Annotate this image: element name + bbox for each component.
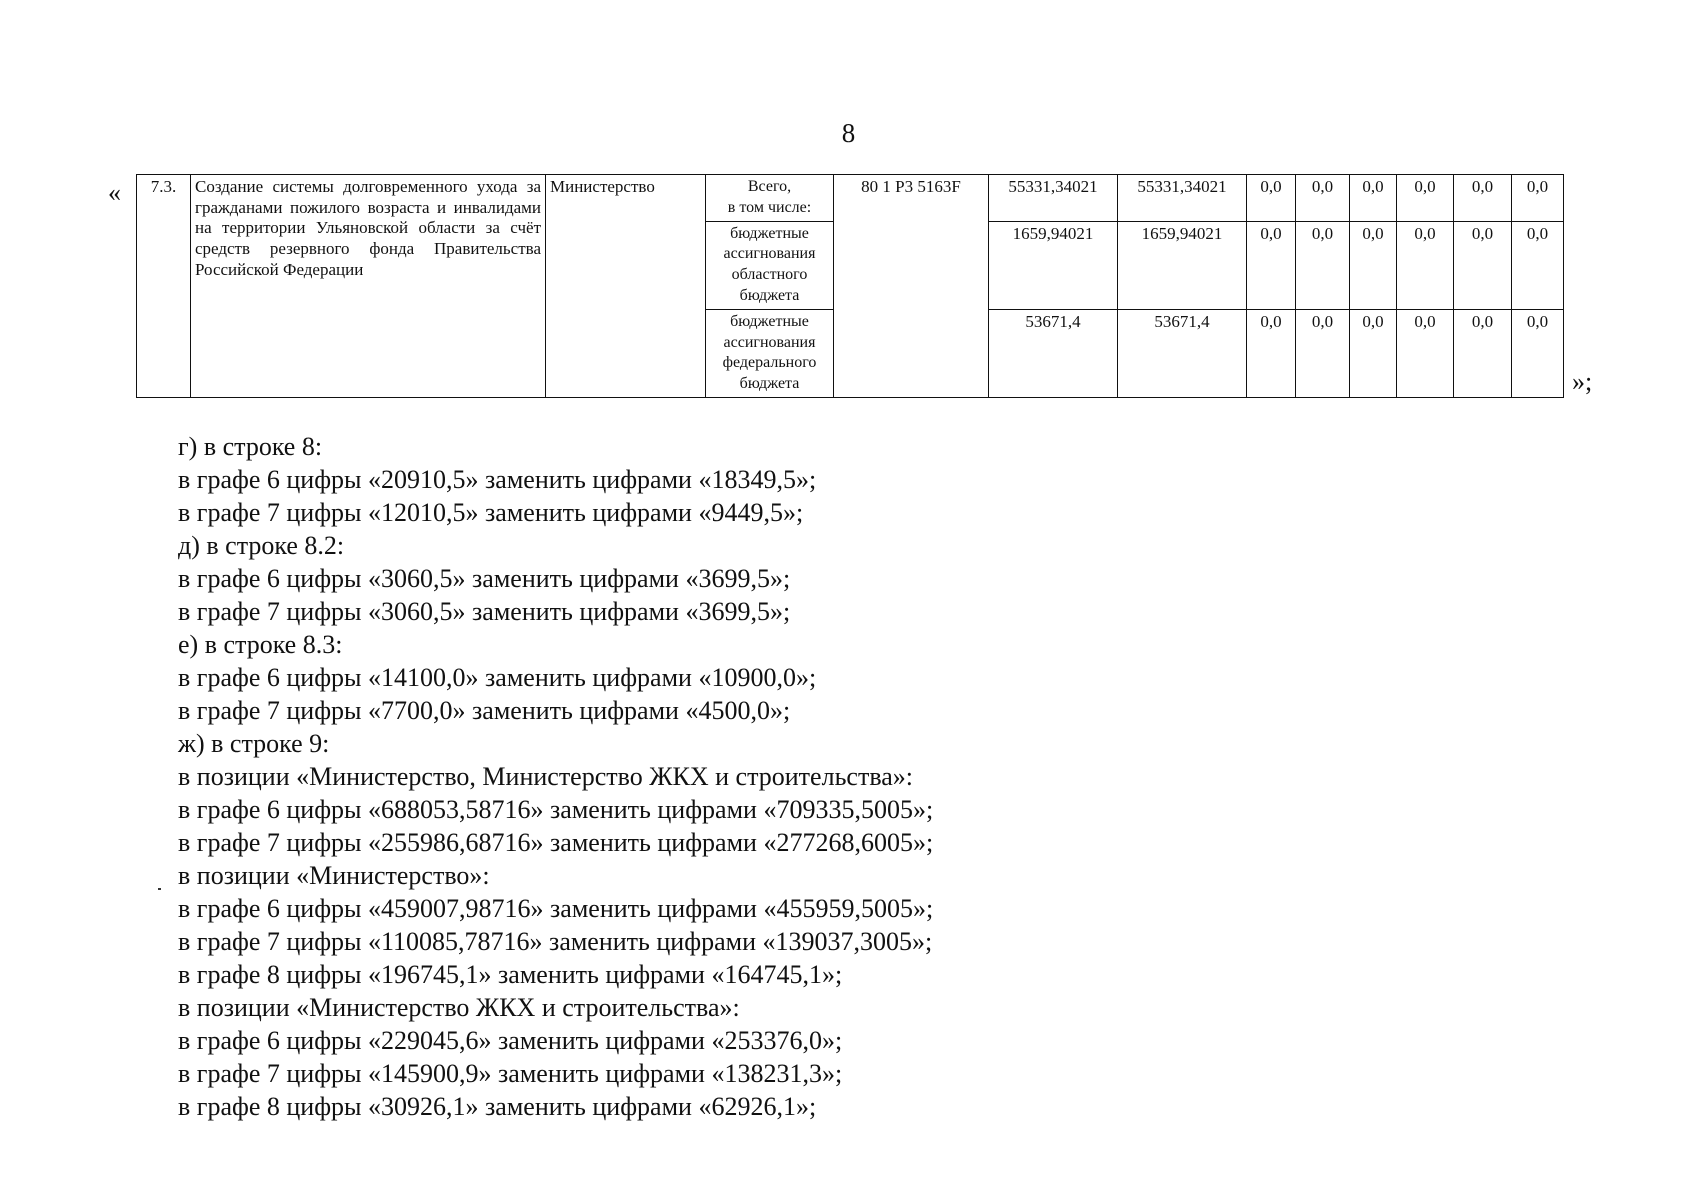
amendment-line: в графе 8 цифры «30926,1» заменить цифрами «62926,1»;: [178, 1092, 817, 1121]
zero-value-cell: 0,0: [1397, 175, 1454, 222]
source-line: ассигнования: [723, 333, 816, 351]
amendment-line: в позиции «Министерство»:: [178, 861, 490, 890]
year-value-cell: 55331,34021: [1118, 175, 1247, 222]
amendment-line: в графе 7 цифры «12010,5» заменить цифрами «9449,5»;: [178, 498, 804, 527]
zero-value-cell: 0,0: [1397, 221, 1454, 309]
source-line: бюджетные: [730, 224, 809, 242]
zero-value-cell: 0,0: [1512, 309, 1564, 397]
source-line: Всего,: [747, 178, 792, 195]
amendment-line: в графе 6 цифры «229045,6» заменить цифрами «253376,0»;: [178, 1026, 843, 1055]
amendment-line: в позиции «Министерство, Министерство ЖКХ и строительства»:: [178, 762, 914, 791]
amendment-line: в графе 7 цифры «7700,0» заменить цифрами «4500,0»;: [178, 696, 791, 725]
amendment-line: в графе 6 цифры «14100,0» заменить цифрами «10900,0»;: [178, 663, 817, 692]
amendment-line: в графе 7 цифры «255986,68716» заменить цифрами «277268,6005»;: [178, 828, 934, 857]
amendment-line: в графе 7 цифры «110085,78716» заменить цифрами «139037,3005»;: [178, 927, 933, 956]
source-line: бюджетные: [730, 312, 809, 330]
amendment-line: г) в строке 8:: [178, 432, 323, 461]
source-cell-federal: [706, 309, 834, 397]
closing-quote: »;: [1572, 367, 1593, 396]
amendment-line: в графе 8 цифры «196745,1» заменить цифрами «164745,1»;: [178, 960, 843, 989]
source-line: федерального: [722, 354, 817, 372]
source-line: бюджета: [739, 375, 800, 393]
amendment-line: в графе 7 цифры «145900,9» заменить цифрами «138231,3»;: [178, 1059, 843, 1088]
zero-value-cell: 0,0: [1296, 221, 1350, 309]
amendment-line: в графе 7 цифры «3060,5» заменить цифрами «3699,5»;: [178, 597, 791, 626]
source-cell-total: [706, 175, 834, 222]
amendment-text: [178, 430, 933, 1123]
source-line: ассигнования: [723, 245, 816, 263]
total-value-cell: 1659,94021: [989, 221, 1118, 309]
zero-value-cell: 0,0: [1454, 175, 1512, 222]
source-line: бюджета: [739, 286, 800, 304]
total-value-cell: 53671,4: [989, 309, 1118, 397]
year-value-cell: 1659,94021: [1118, 221, 1247, 309]
zero-value-cell: 0,0: [1247, 221, 1296, 309]
amendment-line: в графе 6 цифры «688053,58716» заменить цифрами «709335,5005»;: [178, 795, 934, 824]
amendment-table: [136, 174, 1564, 398]
amendment-line: ж) в строке 9:: [178, 729, 330, 758]
zero-value-cell: 0,0: [1247, 175, 1296, 222]
zero-value-cell: 0,0: [1512, 175, 1564, 222]
source-line: областного: [731, 266, 808, 284]
opening-quote: «: [108, 178, 121, 207]
zero-value-cell: 0,0: [1296, 309, 1350, 397]
amendment-line: в графе 6 цифры «3060,5» заменить цифрами «3699,5»;: [178, 564, 791, 593]
zero-value-cell: 0,0: [1247, 309, 1296, 397]
year-value-cell: 53671,4: [1118, 309, 1247, 397]
amendment-line: в графе 6 цифры «459007,98716» заменить цифрами «455959,5005»;: [178, 894, 934, 923]
zero-value-cell: 0,0: [1296, 175, 1350, 222]
zero-value-cell: 0,0: [1512, 221, 1564, 309]
amendment-line: в графе 6 цифры «20910,5» заменить цифрами «18349,5»;: [178, 465, 817, 494]
executor-cell: Министерство: [546, 175, 706, 398]
total-value-cell: 55331,34021: [989, 175, 1118, 222]
amendment-line: е) в строке 8.3:: [178, 630, 343, 659]
row-number-cell: 7.3.: [137, 175, 191, 398]
zero-value-cell: 0,0: [1397, 309, 1454, 397]
zero-value-cell: 0,0: [1454, 309, 1512, 397]
amendment-line: в позиции «Министерство ЖКХ и строительства»:: [178, 993, 740, 1022]
table-row: [137, 175, 1564, 222]
zero-value-cell: 0,0: [1350, 309, 1397, 397]
source-cell-regional: [706, 221, 834, 309]
scan-speck: [158, 888, 161, 890]
source-line: в том числе:: [727, 198, 812, 216]
amendment-line: д) в строке 8.2:: [178, 531, 345, 560]
zero-value-cell: 0,0: [1350, 221, 1397, 309]
zero-value-cell: 0,0: [1350, 175, 1397, 222]
zero-value-cell: 0,0: [1454, 221, 1512, 309]
activity-name-cell: Создание системы долговременного ухода за гражданами пожилого возраста и инвалидами на территории Ульяновской области за счёт средств резервного фонда Правительства Российской Федерации: [191, 175, 546, 398]
budget-code-cell: 80 1 P3 5163F: [834, 175, 989, 398]
page-number: 8: [841, 118, 856, 148]
